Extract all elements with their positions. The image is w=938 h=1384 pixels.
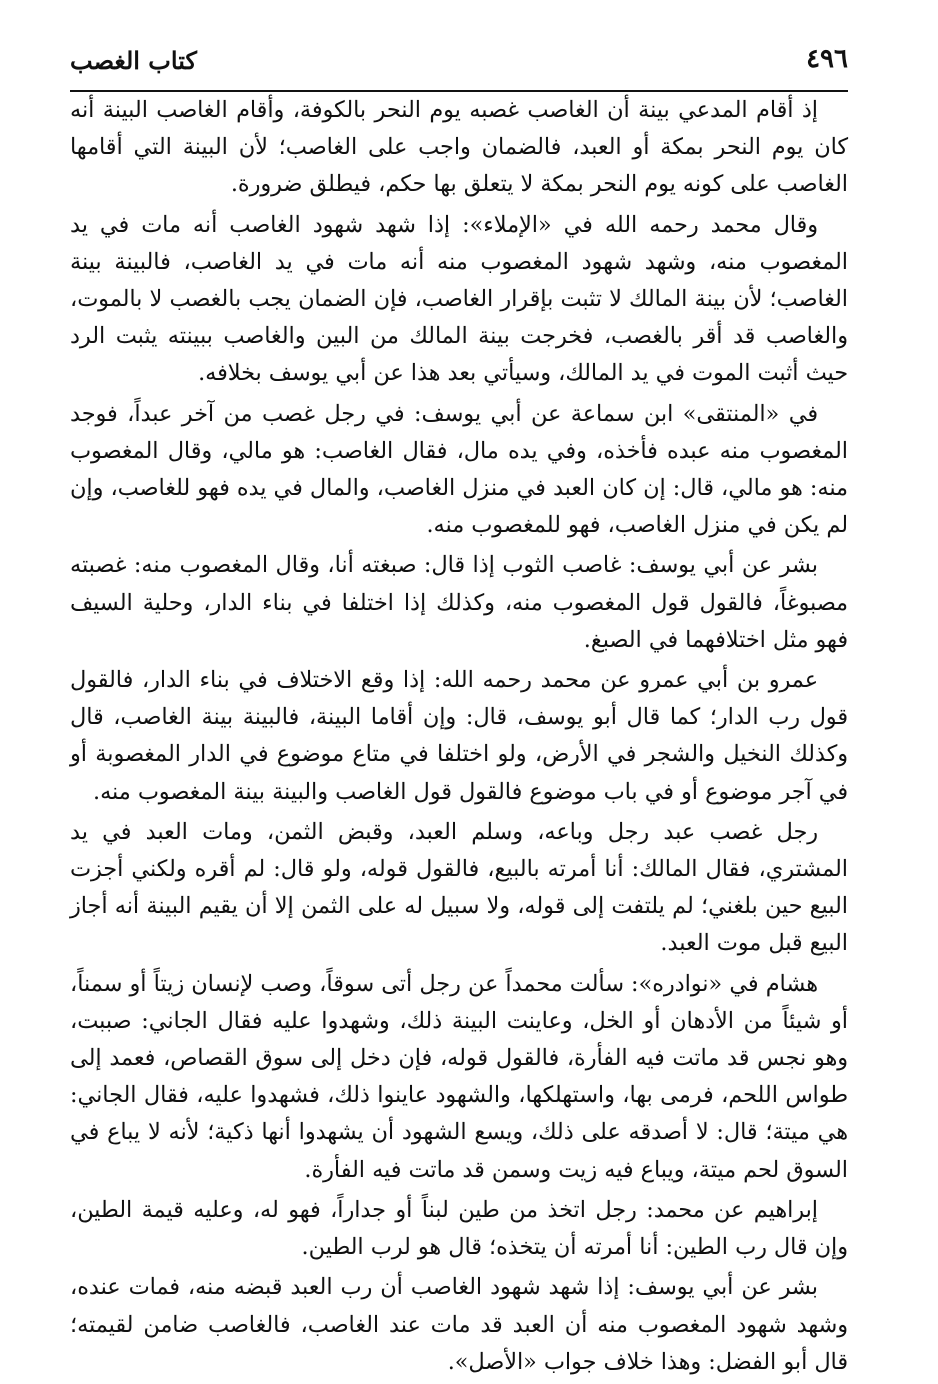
paragraph: وقال محمد رحمه الله في «الإملاء»: إذا شهد شهود الغاصب أنه مات في يد المغصوب منه، وشهد شهود المغصوب منه أنه مات في يد الغاصب، فالبينة بينة الغاصب؛ لأن بينة المالك لا تثبت بإقرار الغاصب، فإن الضمان يجب بالغصب لا بالموت، والغاصب قد أقر بالغصب، فخرجت بينة المالك من البين والغاصب ببينته يثبت الرد حيث أثبت الموت في يد المالك، وسيأتي بعد هذا عن أبي يوسف بخلافه. xyxy=(70,211,848,387)
paragraph: بشر عن أبي يوسف: إذا شهد شهود الغاصب أن رب العبد قبضه منه، فمات عنده، وشهد شهود المغصوب منه أن العبد قد مات عند الغاصب، فالغاصب ضامن لقيمته؛ قال أبو الفضل: وهذا خلاف جواب «الأصل». xyxy=(70,1274,848,1375)
paragraph: إبراهيم عن محمد: رجل اتخذ من طين لبناً أو جداراً، فهو له، وعليه قيمة الطين، وإن قال رب الطين: أنا أمرته أن يتخذه؛ قال هو لرب الطين. xyxy=(70,1196,848,1261)
paragraph: إذ أقام المدعي بينة أن الغاصب غصبه يوم النحر بالكوفة، وأقام الغاصب البينة أنه كان يوم النحر بمكة أو العبد، فالضمان واجب على الغاصب؛ لأن البينة التي أقامها الغاصب على كونه يوم النحر بمكة لا يتعلق بها حكم، فيطلق ضرورة. xyxy=(70,97,848,198)
paragraph: بشر عن أبي يوسف: غاصب الثوب إذا قال: صبغته أنا، وقال المغصوب منه: غصبته مصبوغاً، فالقول قول المغصوب منه، وكذلك إذا اختلفا في بناء الدار، وحلية السيف فهو مثل اختلافهما في الصبغ. xyxy=(70,552,848,653)
page-body xyxy=(70,92,848,1384)
paragraph: هشام في «نوادره»: سألت محمداً عن رجل أتى سوقاً، وصب لإنسان زيتاً أو سمناً، أو شيئاً من الأدهان أو الخل، وعاينت البينة ذلك، وشهدوا عليه فقال الجاني: صببت، وهو نجس قد ماتت فيه الفأرة، فالقول قوله، فإن دخل إلى سوق القصاص، فعمد إلى طواس اللحم، فرمى بها، واستهلكها، والشهود عاينوا ذلك، فشهدوا عليه، فقال الجاني: هي ميتة؛ قال: لا أصدقه على ذلك، ويسع الشهود أن يشهدوا أنها ذكية؛ لأنه لا يباع في السوق لحم ميتة، ويباع فيه زيت وسمن قد ماتت فيه الفأرة. xyxy=(70,970,848,1183)
page-number: ٤٩٦ xyxy=(806,44,848,74)
running-title: كتاب الغصب xyxy=(70,46,197,75)
paragraph: رجل غصب عبد رجل وباعه، وسلم العبد، وقبض الثمن، ومات العبد في يد المشتري، فقال المالك: أنا أمرته بالبيع، فالقول قوله، ولو قال: لم أقره ولكني أجزت البيع حين بلغني؛ لم يلتفت إلى قوله، ولا سبيل له على الثمن إلا أن يقيم البينة أنه أجاز البيع قبل موت العبد. xyxy=(70,818,848,957)
page-header xyxy=(70,42,848,82)
paragraph: في «المنتقى» ابن سماعة عن أبي يوسف: في رجل غصب من آخر عبداً، فوجد المغصوب منه عبده فأخذه، وفي يده مال، فقال الغاصب: هو مالي، وقال المغصوب منه: هو مالي، قال: إن كان العبد في منزل الغاصب، والمال في يده فهو للغاصب، وإن لم يكن في منزل الغاصب، فهو للمغصوب منه. xyxy=(70,400,849,539)
paragraph: عمرو بن أبي عمرو عن محمد رحمه الله: إذا وقع الاختلاف في بناء الدار، فالقول قول رب الدار؛ كما قال أبو يوسف، قال: وإن أقاما البينة، فالبينة بينة الغاصب، قال وكذلك النخيل والشجر في الأرض، ولو اختلفا في متاع موضوع في الدار المغصوبة أو في آجر موضوع أو في باب موضوع فالقول قول الغاصب والبينة بينة المغصوب منه. xyxy=(70,667,848,805)
book-page xyxy=(70,30,849,1375)
